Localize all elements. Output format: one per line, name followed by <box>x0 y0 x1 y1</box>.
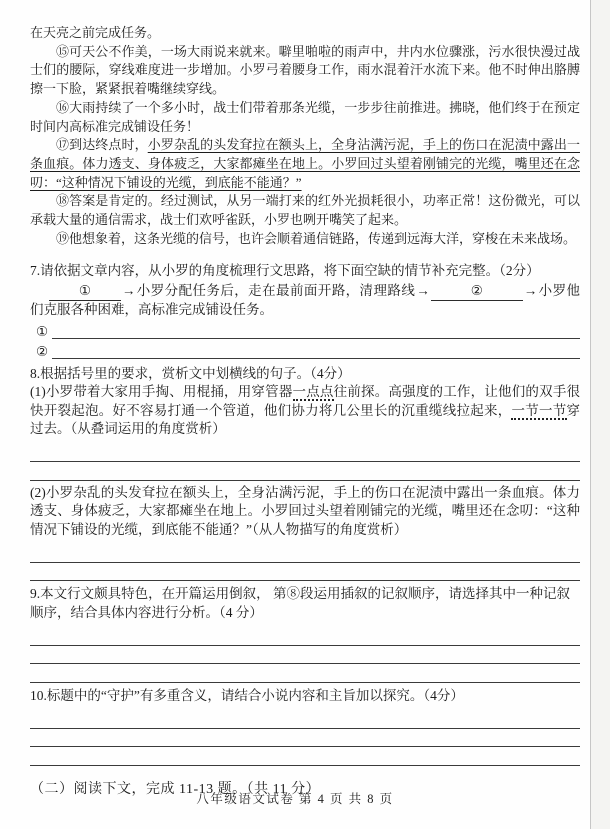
question-9 <box>30 585 580 683</box>
question-8-part2: (2)小罗杂乱的头发耷拉在额头上，全身沾满污泥，手上的伤口在泥渍中露出一条血痕。体力透支、身体疲乏，大家都瘫坐在地上。小罗回过头望着刚铺完的光缆，嘴里还在念叨：“这种情况下铺设的光缆，到底能不能通？”（从人物描写的角度赏析） <box>30 484 580 537</box>
question-8-part1 <box>30 383 580 439</box>
section-2-heading: （二）阅读下文，完成 11-13 题。（共 11 分） <box>30 781 321 797</box>
flow-blank-1-number: ① <box>78 282 91 298</box>
underlined-sentence: 小罗杂乱的头发耷拉在额头上，全身沾满污泥，手上的伤口在泥渍中露出一条血痕。体力透支、身体疲乏，大家都瘫坐在地上。小罗回过头望着刚铺完的光缆，嘴里还在念叨：“这种情况下铺设的光缆，到底能不能通？” <box>30 137 580 190</box>
question-8-part1-text: 穿过去。（从叠词运用的角度赏析） <box>30 402 581 437</box>
scan-right-edge <box>590 0 610 829</box>
answer-line <box>30 729 580 748</box>
question-8 <box>30 365 580 582</box>
answer-line <box>30 710 580 729</box>
answer-line <box>30 462 580 481</box>
flow-blank-1 <box>49 282 121 302</box>
answer-row-2-number: ② <box>36 343 49 359</box>
question-10 <box>30 687 580 766</box>
page-content <box>30 24 580 799</box>
answer-line <box>52 338 580 339</box>
question-7-label: 7.请依据文章内容，从小罗的角度梳理行文思路，将下面空缺的情节补充完整。（2分） <box>30 263 540 279</box>
flow-blank-2 <box>431 282 523 302</box>
question-7-flow-diagram <box>30 282 580 320</box>
passage-paragraph-16: ⑯大雨持续了一个多小时，战士们带着那条光缆，一步步往前推进。拂晓，他们终于在预定时间内高标准完成铺设任务！ <box>30 99 580 134</box>
answer-line <box>30 563 580 582</box>
answer-line <box>52 358 580 359</box>
answer-line <box>30 627 580 646</box>
emphasized-word: 一节一节 <box>511 402 567 418</box>
question-10-label: 10.标题中的“守护”有多重含义，请结合小说内容和主旨加以探究。（4分） <box>30 687 464 703</box>
answer-line <box>30 544 580 563</box>
emphasized-word: 一点点 <box>292 384 334 400</box>
flow-step-tail: 小罗他们克服各种困难，高标准完成铺设任务。 <box>30 282 581 318</box>
paragraph-17-prefix: ⑰到达终点时， <box>56 137 148 153</box>
flow-blank-2-number: ② <box>470 282 483 298</box>
passage-paragraph-19: ⑲他想象着，这条光缆的信号，也许会顺着通信链路，传递到远海大洋，穿梭在未来战场。 <box>56 230 577 246</box>
flow-arrow: → <box>523 282 538 298</box>
page-footer: 八年级语文试卷 第 4 页 共 8 页 <box>196 792 394 806</box>
question-9-label: 9.本文行文颇具特色，在开篇运用倒叙， 第⑧段运用插叙的记叙顺序，请选择其中一种记叙顺序，结合具体内容进行分析。（4 分） <box>30 586 570 620</box>
flow-arrow: → <box>416 282 430 298</box>
answer-line <box>30 664 580 683</box>
passage-paragraph-17 <box>30 136 580 192</box>
answer-row-1-number: ① <box>36 324 49 340</box>
answer-line <box>30 747 580 766</box>
passage-paragraph-14-end: 在天亮之前完成任务。 <box>30 25 161 40</box>
answer-line <box>30 444 580 463</box>
flow-arrow: → <box>121 282 136 298</box>
flow-step-given: 小罗分配任务后，走在最前面开路，清理路线 <box>136 282 416 298</box>
question-8-label: 8.根据括号里的要求，赏析文中划横线的句子。（4分） <box>30 365 351 381</box>
answer-row-2 <box>30 341 580 359</box>
answer-row-1 <box>30 322 580 340</box>
question-8-part1-text: 往前探。高强度的工作，让他们的双手很快开裂起泡。好不容易打通一个管道，他们协力将几公里长的沉重缆线拉起来， <box>30 384 581 418</box>
passage-paragraph-18: ⑱答案是肯定的。经过测试，从另一端打来的红外光损耗很小，功率正常！这份微光，可以承载大量的通信需求，战士们欢呼雀跃，小罗也咧开嘴笑了起来。 <box>30 193 580 228</box>
question-7 <box>30 262 580 359</box>
question-8-part1-text: (1)小罗带着大家用手掏、用棍捅，用穿管器 <box>30 384 293 400</box>
answer-line <box>30 646 580 665</box>
passage-paragraph-15: ⑮可天公不作美，一场大雨说来就来。噼里啪啦的雨声中，井内水位骤涨，污水很快漫过战士们的腰际，穿线难度进一步增加。小罗弓着腰身工作，雨水混着汗水流下来。他不时伸出胳膊擦一下脸，紧紧抿着嘴继续穿线。 <box>30 43 580 97</box>
